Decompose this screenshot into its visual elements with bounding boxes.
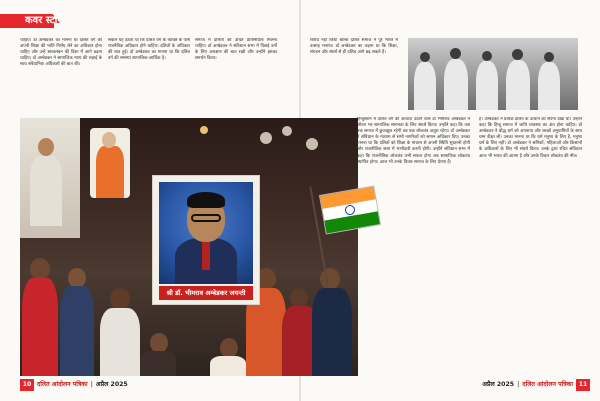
text-column-right-2: है। अम्बेडकर ने प्रत्येक दलित के उत्थान का सपना देखा था। उन्होंने कहा कि हिन्दू समाज में जाति व्यवस्था का अंत होना चाहिए। डॉ अम्बेडकर ने बौद्ध धर्म को अपनाया और लाखों अनुयायियों के साथ धम्म दीक्षा ली। उनका मानना था कि धर्म मनुष्य के लिए है, मनुष्य धर्म के लिए नहीं। डॉ अम्बेडकर ने श्रमिकों, महिलाओं और किसानों के अधिकारों के लिए भी संघर्ष किया। उनके द्वारा रचित संविधान आज भी भारत की आत्मा है और उनके विचार लोकतंत्र की नींव।	[479, 117, 582, 159]
crowd-body	[140, 351, 176, 376]
crowd-body	[312, 288, 352, 376]
banner-leader-head	[102, 132, 116, 148]
poster-tie	[202, 240, 210, 270]
section-title: कवर स्टोरी	[25, 15, 65, 26]
poster-glasses-icon	[191, 214, 221, 222]
crowd-head	[320, 268, 340, 290]
issue-date: अप्रैल 2025	[95, 381, 128, 388]
crowd-body	[100, 308, 140, 376]
person-body	[506, 60, 530, 110]
text-column-3: समाज में दलितों को उचित प्रतिनिधित्व मिलना चाहिए। डॉ अम्बेडकर ने संविधान सभा में पिछड़े वर्गों के लिए आरक्षण की बात रखी और उन्होंने इसका समर्थन किया।	[195, 38, 277, 62]
ambedkar-poster	[152, 175, 260, 305]
ashoka-chakra-icon	[344, 204, 356, 216]
page-number: 11	[576, 379, 590, 391]
footer-left	[20, 379, 128, 391]
text-column-1: चाहिए। डॉ अम्बेडकर का मानना था दलित वर्ग की अपनी शिक्षा की भांति निर्णय लेने का अधिकार होना चाहिए और उन्हें स्वावलंबन की दिशा में आगे बढ़ना चाहिए। डॉ अम्बेडकर ने सामाजिक न्याय की लड़ाई के साथ संवैधानिक अधिकारों की बात की।	[20, 38, 102, 68]
balloon	[282, 126, 292, 136]
person-head	[512, 49, 523, 60]
banner-person-head	[38, 138, 54, 156]
magazine-name: दलित आंदोलन पत्रिका	[37, 381, 88, 388]
person-body	[444, 59, 468, 110]
person-body	[538, 62, 560, 110]
crowd-head	[150, 333, 168, 353]
crowd-head	[30, 258, 50, 280]
crowd-head	[68, 268, 86, 288]
balloon	[260, 132, 272, 144]
person-head	[482, 51, 492, 61]
person-head	[544, 52, 554, 62]
issue-date: अप्रैल 2025	[482, 381, 515, 388]
banner-person-body	[30, 156, 62, 226]
footer-right	[482, 379, 590, 391]
text-column-right-1: हिन्दुस्तान में दलित वर्ग की आवाज़ उठाने वाले डॉ भीमराव अम्बेडकर ने जीवन भर सामाजिक समानता के लिए संघर्ष किया। उन्होंने कहा कि जब तक समाज में छुआछूत रहेगी तब तक लोकतंत्र अधूरा रहेगा। डॉ अम्बेडकर ने संविधान के माध्यम से सभी नागरिकों को समान अधिकार दिए। उनका मानना था कि दलितों को शिक्षा के माध्यम से अपनी स्थिति सुधारनी होगी और राजनीतिक सत्ता में भागीदारी करनी होगी। उन्होंने संविधान सभा में कहा कि राजनीतिक लोकतंत्र तभी सफल होगा जब सामाजिक लोकतंत्र स्थापित होगा। आज भी उनके विचार समाज के लिए प्रेरणा हैं।	[357, 117, 470, 165]
page-number: 10	[20, 379, 34, 391]
historical-photo	[408, 38, 578, 110]
footer-separator: |	[90, 381, 93, 388]
banner-leader-body	[96, 146, 124, 198]
poster-caption: श्री डॉ. भीमराव अम्बेडकर जयन्ती	[159, 286, 253, 300]
light	[200, 126, 208, 134]
poster-hair	[187, 192, 225, 208]
crowd-head	[220, 338, 238, 358]
balloon	[306, 138, 318, 150]
person-head	[420, 52, 430, 62]
person-head	[450, 48, 461, 59]
crowd-head	[290, 288, 308, 308]
magazine-name: दलित आंदोलन पत्रिका	[522, 381, 573, 388]
person-body	[414, 62, 436, 110]
text-column-2: सवाल यह उठता था कि दलित वर्ग के व्यक्ति के पास राजनैतिक अधिकार होने चाहिए। दलितों के अधिकार की बात हुई। डॉ अम्बेडकर का मानना था कि दलित वर्ग की समस्या सामाजिक-आर्थिक है।	[108, 38, 190, 62]
footer-separator: |	[517, 381, 520, 388]
crowd-body	[60, 286, 94, 376]
crowd-body	[22, 278, 58, 376]
right-top-text: विरोध नहीं किया बल्कि दलित समाज ने पूरे भारत में उत्साह मनाया। डॉ अम्बेडकर का कहना था कि शिक्षा, संगठन और संघर्ष से ही दलित आगे बढ़ सकते हैं।	[310, 38, 398, 56]
crowd-head	[110, 288, 130, 310]
crowd-body	[210, 356, 246, 376]
person-body	[476, 61, 498, 110]
